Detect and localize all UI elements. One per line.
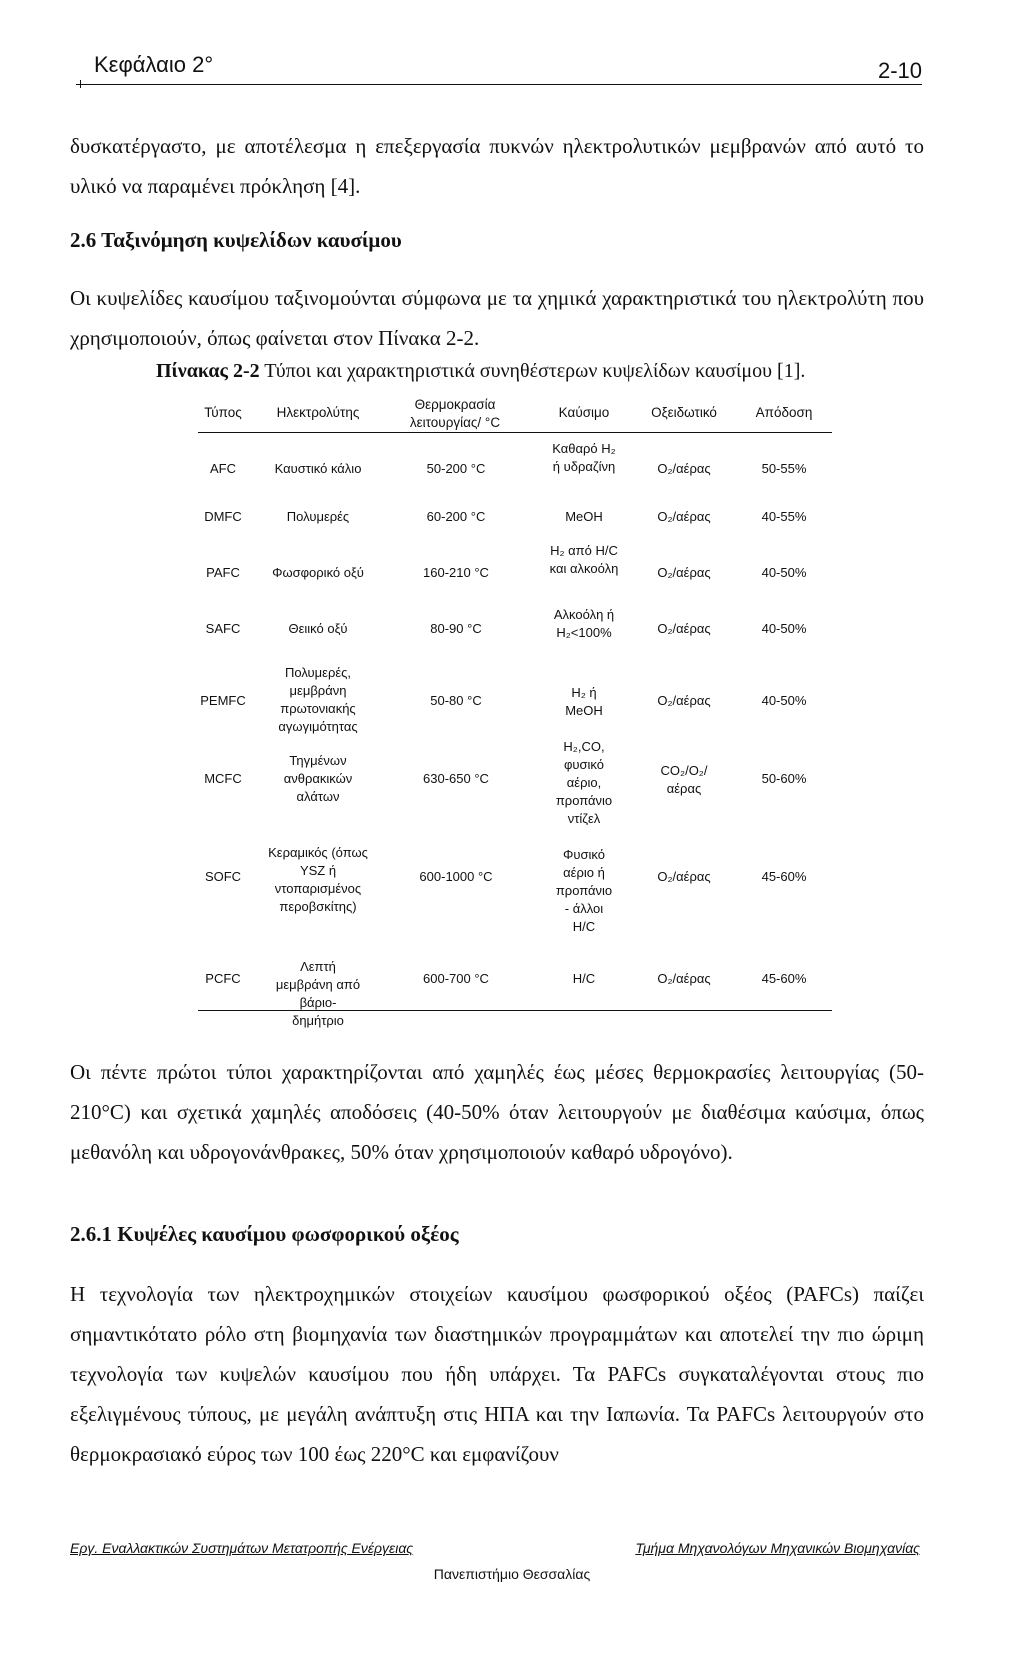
cell-type: PEMFC bbox=[200, 693, 246, 708]
cell-electrolyte: Κεραμικός (όπως YSZ ή ντοπαρισμένος περοβσκίτης) bbox=[268, 845, 368, 914]
paragraph-summary: Οι πέντε πρώτοι τύποι χαρακτηρίζονται από χαμηλές έως μέσες θερμοκρασίες λειτουργίας (50-210°C) και σχετικά χαμηλές αποδόσεις (40-50% όταν λειτουργούν με διαθέσιμα καύσιμα, όπως μεθανόλη και υδρογονάνθρακες, 50% όταν χρησιμοποιούν καθαρό υδρογόνο). bbox=[70, 1060, 924, 1164]
cell-efficiency: 45-60% bbox=[761, 869, 807, 884]
section-heading-2-6-1: 2.6.1 Κυψέλες καυσίμου φωσφορικού οξέος bbox=[70, 1222, 459, 1246]
footer-university: Πανεπιστήμιο Θεσσαλίας bbox=[433, 1566, 591, 1582]
header-rule bbox=[76, 84, 922, 85]
cell-electrolyte: Θειικό οξύ bbox=[288, 621, 348, 636]
cell-electrolyte: Πολυμερές bbox=[286, 509, 350, 524]
cell-efficiency: 40-55% bbox=[761, 509, 807, 524]
cell-oxidant: CO₂/O₂/ αέρας bbox=[660, 763, 708, 796]
header-cell-oxidant: Οξειδωτικό bbox=[651, 405, 717, 420]
cell-type: SAFC bbox=[205, 621, 241, 636]
cell-oxidant: O₂/αέρας bbox=[657, 509, 711, 524]
cell-fuel: Αλκοόλη ή H₂<100% bbox=[553, 607, 615, 640]
cell-fuel: H₂ ή MeOH bbox=[565, 685, 603, 718]
section-heading-2-6: 2.6 Ταξινόμηση κυψελίδων καυσίμου bbox=[70, 228, 402, 252]
cell-type: PCFC bbox=[205, 971, 241, 986]
cell-oxidant: O₂/αέρας bbox=[657, 461, 711, 476]
cell-temperature: 80-90 °C bbox=[430, 621, 482, 636]
cell-temperature: 50-80 °C bbox=[430, 693, 482, 708]
header-rule-tick bbox=[80, 80, 81, 88]
cell-temperature: 160-210 °C bbox=[423, 565, 489, 580]
cell-electrolyte: Λεπτή μεμβράνη από βάριο-δημήτριο bbox=[275, 959, 361, 1028]
cell-type: SOFC bbox=[204, 869, 242, 884]
cell-electrolyte: Φωσφορικό οξύ bbox=[272, 565, 364, 580]
table-caption-label: Πίνακας 2-2 bbox=[156, 360, 260, 382]
cell-fuel: H/C bbox=[572, 971, 596, 986]
footer-department: Τμήμα Μηχανολόγων Μηχανικών Βιομηχανίας bbox=[635, 1540, 920, 1556]
cell-temperature: 630-650 °C bbox=[423, 771, 489, 786]
cell-fuel: H₂,CO, φυσικό αέριο, προπάνιο ντίζελ bbox=[555, 739, 613, 826]
cell-temperature: 600-1000 °C bbox=[419, 869, 493, 884]
cell-oxidant: O₂/αέρας bbox=[657, 693, 711, 708]
cell-oxidant: O₂/αέρας bbox=[657, 565, 711, 580]
cell-fuel: H₂ από H/C και αλκοόλη bbox=[549, 543, 619, 576]
cell-fuel: Καθαρό H₂ ή υδραζίνη bbox=[552, 441, 616, 474]
cell-temperature: 50-200 °C bbox=[426, 461, 486, 476]
cell-temperature: 600-700 °C bbox=[423, 971, 489, 986]
table-caption bbox=[156, 360, 805, 383]
cell-efficiency: 45-60% bbox=[761, 971, 807, 986]
cell-efficiency: 40-50% bbox=[761, 621, 807, 636]
cell-efficiency: 50-55% bbox=[761, 461, 807, 476]
cell-efficiency: 40-50% bbox=[761, 693, 807, 708]
cell-electrolyte: Πολυμερές, μεμβράνη πρωτονιακής αγωγιμότητας bbox=[278, 665, 358, 734]
cell-type: DMFC bbox=[204, 509, 242, 524]
paragraph-classification: Οι κυψελίδες καυσίμου ταξινομούνται σύμφωνα με τα χημικά χαρακτηριστικά του ηλεκτρολύτη που χρησιμοποιούν, όπως φαίνεται στον Πίνακα 2-2. bbox=[70, 286, 924, 350]
cell-type: MCFC bbox=[204, 771, 242, 786]
cell-fuel: Φυσικό αέριο ή προπάνιο - άλλοι H/C bbox=[555, 847, 613, 934]
cell-electrolyte: Καυστικό κάλιο bbox=[274, 461, 362, 476]
footer-lab-name: Εργ. Εναλλακτικών Συστημάτων Μετατροπής Ενέργειας bbox=[70, 1540, 414, 1556]
cell-oxidant: O₂/αέρας bbox=[657, 869, 711, 884]
cell-temperature: 60-200 °C bbox=[426, 509, 486, 524]
cell-electrolyte: Τηγμένων ανθρακικών αλάτων bbox=[283, 753, 353, 804]
cell-efficiency: 40-50% bbox=[761, 565, 807, 580]
header-rule bbox=[198, 432, 832, 433]
header-cell-type: Τύπος bbox=[204, 405, 242, 420]
cell-efficiency: 50-60% bbox=[761, 771, 807, 786]
cell-oxidant: O₂/αέρας bbox=[657, 621, 711, 636]
header-cell-fuel: Καύσιμο bbox=[558, 405, 610, 420]
header-cell-electrolyte: Ηλεκτρολύτης bbox=[276, 405, 360, 420]
paragraph-intro: δυσκατέργαστο, με αποτέλεσμα η επεξεργασία πυκνών ηλεκτρολυτικών μεμβρανών από αυτό το υλικό να παραμένει πρόκληση [4]. bbox=[70, 134, 924, 198]
header-cell-efficiency: Απόδοση bbox=[755, 405, 813, 420]
chapter-title: Κεφάλαιο 2° bbox=[94, 52, 214, 77]
header-cell-temperature: Θερμοκρασία λειτουργίας/ °C bbox=[409, 397, 501, 430]
paragraph-pafc: Η τεχνολογία των ηλεκτροχημικών στοιχείων καυσίμου φωσφορικού οξέος (PAFCs) παίζει σημαντικότατο ρόλο στη βιομηχανία των διαστημικών προγραμμάτων και αποτελεί την πιο ώριμη τεχνολογία των κυψελών καυσίμου που ήδη υπάρχει. Τα PAFCs συγκαταλέγονται στους πιο εξελιγμένους τύπους, με μεγάλη ανάπτυξη στις ΗΠΑ και την Ιαπωνία. Τα PAFCs λειτουργούν στο θερμοκρασιακό εύρος των 100 έως 220°C και εμφανίζουν bbox=[70, 1282, 924, 1466]
table-caption-text: Τύποι και χαρακτηριστικά συνηθέστερων κυψελίδων καυσίμου [1]. bbox=[259, 360, 806, 382]
cell-type: AFC bbox=[210, 461, 236, 476]
page-number: 2-10 bbox=[877, 58, 922, 83]
cell-oxidant: O₂/αέρας bbox=[657, 971, 711, 986]
cell-type: PAFC bbox=[206, 565, 240, 580]
cell-fuel: MeOH bbox=[565, 509, 603, 524]
table-bottom-rule bbox=[198, 1010, 832, 1011]
